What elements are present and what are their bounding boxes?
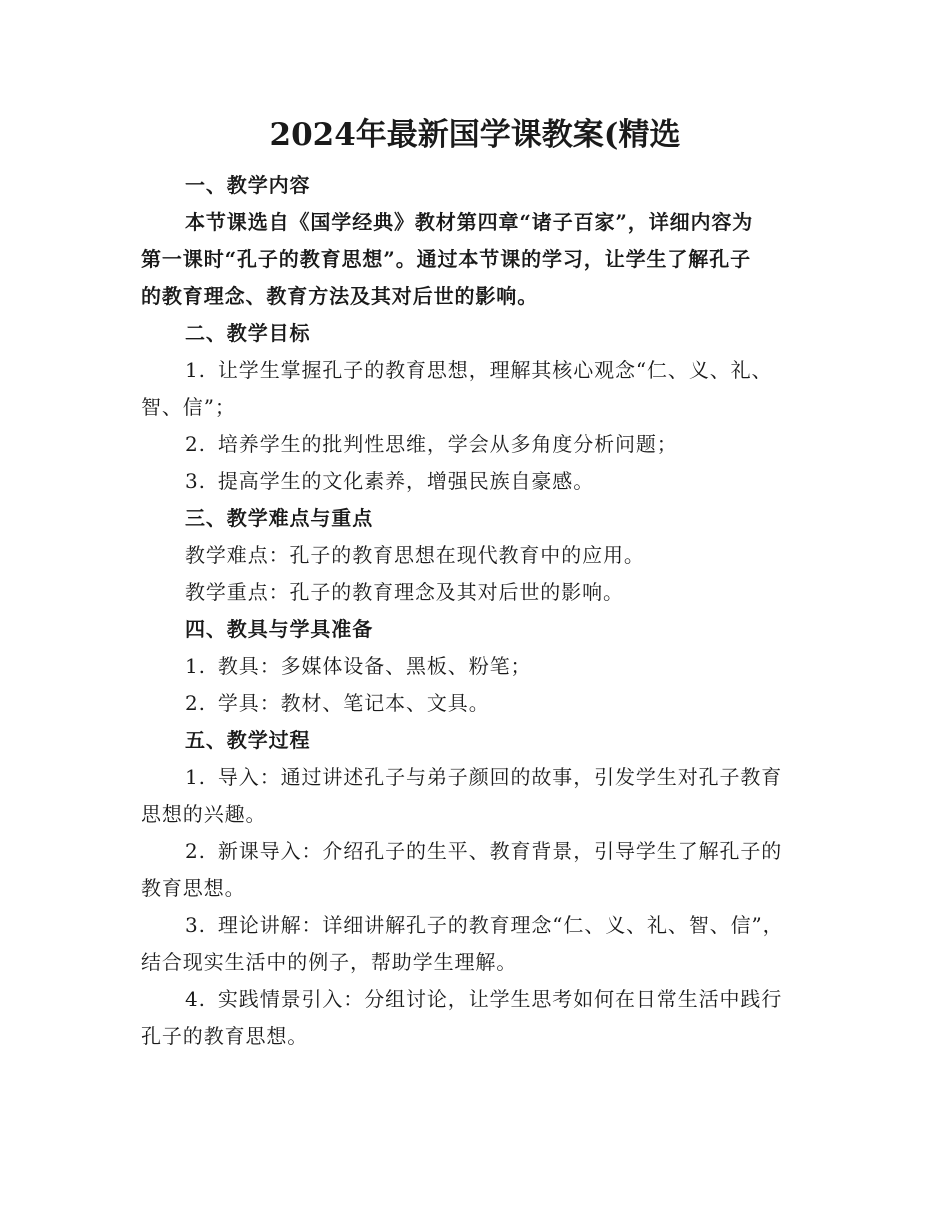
section-heading-materials: 四、教具与学具准备	[185, 617, 374, 641]
paragraph-line: 教学重点：孔子的教育理念及其对后世的影响。	[185, 580, 624, 604]
list-item-number: 1.	[185, 765, 206, 789]
list-item-text: 导入：通过讲述孔子与弟子颜回的故事，引发学生对孔子教育	[217, 765, 783, 789]
list-item-text: 教具：多媒体设备、黑板、粉笔；	[217, 654, 532, 678]
list-item	[141, 426, 813, 463]
list-item-text: 学具：教材、笔记本、文具。	[217, 691, 490, 715]
list-item-text: 让学生掌握孔子的教育思想，理解其核心观念“仁、义、礼、	[217, 358, 773, 382]
list-item-number: 1.	[185, 654, 206, 678]
list-item-text: 新课导入：介绍孔子的生平、教育背景，引导学生了解孔子的	[217, 839, 783, 863]
list-item-number: 2.	[185, 839, 206, 863]
list-item-text: 提高学生的文化素养，增强民族自豪感。	[217, 469, 595, 493]
paragraph-line: 教学难点：孔子的教育思想在现代教育中的应用。	[185, 543, 645, 567]
list-item-text: 实践情景引入：分组讨论，让学生思考如何在日常生活中践行	[217, 987, 783, 1011]
section-heading-difficulties: 三、教学难点与重点	[185, 506, 374, 530]
document-title: 2024年最新国学课教案(精选	[269, 117, 681, 153]
list-item	[141, 352, 813, 389]
paragraph-line: 的教育理念、教育方法及其对后世的影响。	[141, 284, 539, 308]
section-heading-content: 一、教学内容	[185, 173, 311, 197]
list-item	[141, 648, 813, 685]
list-item	[141, 759, 813, 796]
document-body	[141, 167, 813, 1055]
list-item	[141, 907, 813, 944]
section-heading-process: 五、教学过程	[185, 728, 311, 752]
list-item-number: 3.	[185, 913, 206, 937]
list-item-continuation: 教育思想。	[141, 876, 246, 900]
list-item-number: 1.	[185, 358, 206, 382]
list-item-continuation: 思想的兴趣。	[141, 802, 267, 826]
list-item	[141, 833, 813, 870]
list-item-number: 3.	[185, 469, 206, 493]
list-item-continuation: 智、信”；	[141, 395, 236, 419]
list-item-continuation: 结合现实生活中的例子，帮助学生理解。	[141, 950, 518, 974]
list-item-text: 理论讲解：详细讲解孔子的教育理念“仁、义、礼、智、信”，	[217, 913, 784, 937]
paragraph-line: 本节课选自《国学经典》教材第四章“诸子百家”，详细内容为	[185, 210, 754, 234]
list-item	[141, 685, 813, 722]
list-item-number: 4.	[185, 987, 206, 1011]
list-item-continuation: 孔子的教育思想。	[141, 1024, 309, 1048]
paragraph-line: 第一课时“孔子的教育思想”。通过本节课的学习，让学生了解孔子	[141, 247, 752, 271]
list-item	[141, 463, 813, 500]
list-item	[141, 981, 813, 1018]
list-item-text: 培养学生的批判性思维，学会从多角度分析问题；	[217, 432, 678, 456]
section-heading-objectives: 二、教学目标	[185, 321, 311, 345]
list-item-number: 2.	[185, 432, 206, 456]
list-item-number: 2.	[185, 691, 206, 715]
